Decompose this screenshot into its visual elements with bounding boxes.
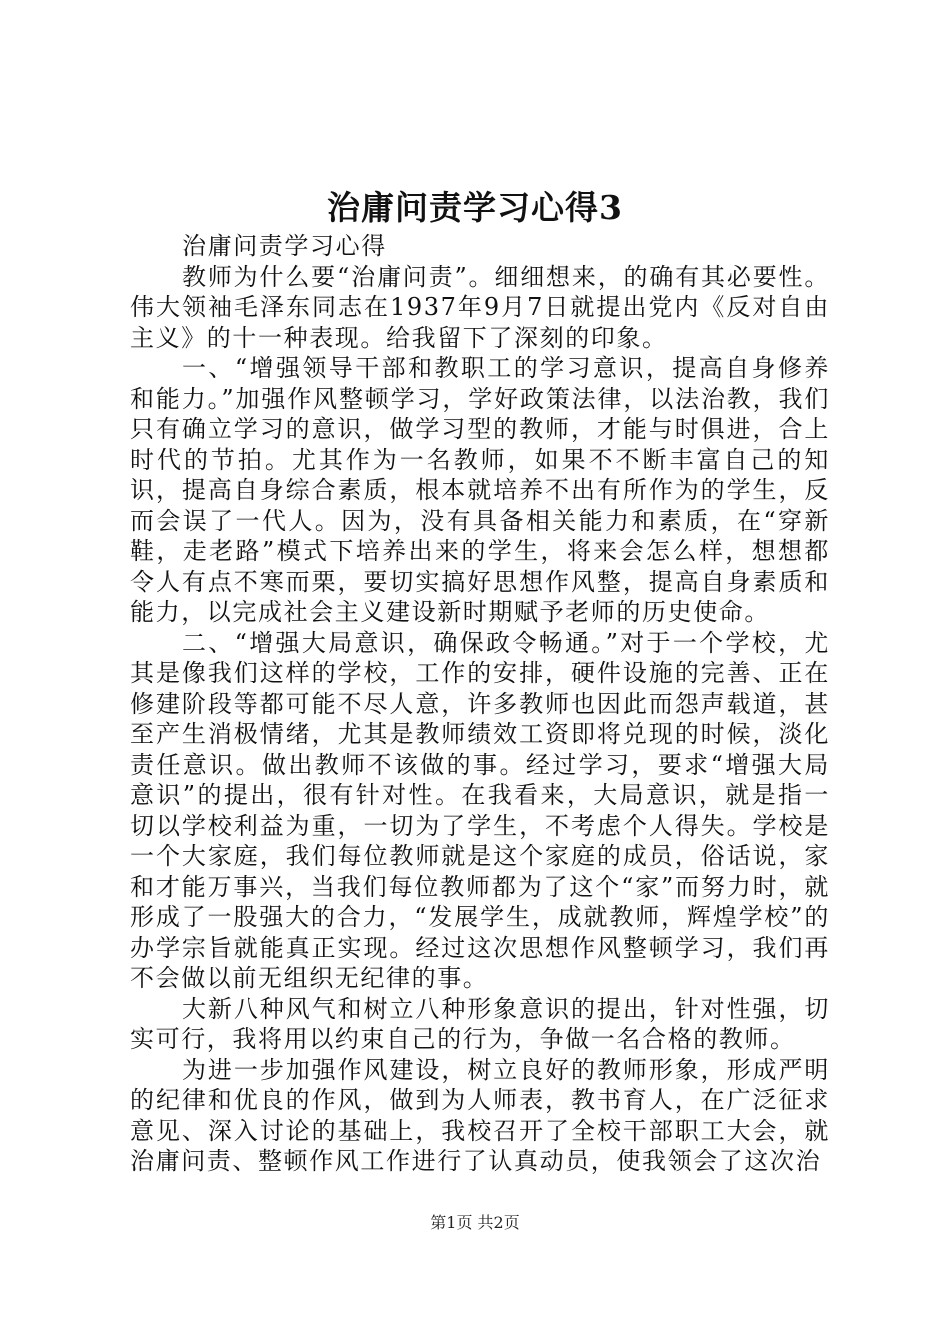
document-subtitle: 治庸问责学习心得	[182, 232, 387, 260]
document-title: 治庸问责学习心得3	[327, 188, 623, 227]
paragraph-1: 教师为什么要“治庸问责”。细细想来，的确有其必要性。伟大领袖毛泽东同志在1937年9月7日就提出党内《反对自由主义》的十一种表现。给我留下了深刻的印象。	[130, 262, 830, 352]
paragraph-4: 大新八种风气和树立八种形象意识的提出，针对性强，切实可行，我将用以约束自己的行为，争做一名合格的教师。	[130, 994, 830, 1053]
paragraph-5: 为进一步加强作风建设，树立良好的教师形象，形成严明的纪律和优良的作风，做到为人师表，教书育人，在广泛征求意见、深入讨论的基础上，我校召开了全校干部职工大会，就治庸问责、整顿作风工作进行了认真动员，使我领会了这次治	[130, 1055, 830, 1175]
paragraph-2: 一、“增强领导干部和教职工的学习意识，提高自身修养和能力。”加强作风整顿学习，学好政策法律，以法治教，我们只有确立学习的意识，做学习型的教师，才能与时俱进，合上时代的节拍。尤其作为一名教师，如果不不断丰富自己的知识，提高自身综合素质，根本就培养不出有所作为的学生，反而会误了一代人。因为，没有具备相关能力和素质，在“穿新鞋，走老路”模式下培养出来的学生，将来会怎么样，想想都令人有点不寒而栗，要切实搞好思想作风整，提高自身素质和能力，以完成社会主义建设新时期赋予老师的历史使命。	[130, 354, 830, 626]
paragraph-3: 二、“增强大局意识，确保政令畅通。”对于一个学校，尤其是像我们这样的学校，工作的安排，硬件设施的完善、正在修建阶段等都可能不尽人意，许多教师也因此而怨声载道，甚至产生消极情绪，尤其是教师绩效工资即将兑现的时候，淡化责任意识。做出教师不该做的事。经过学习，要求“增强大局意识”的提出，很有针对性。在我看来，大局意识，就是指一切以学校利益为重，一切为了学生，不考虑个人得失。学校是一个大家庭，我们每位教师就是这个家庭的成员，俗话说，家和才能万事兴，当我们每位教师都为了这个“家”而努力时，就形成了一股强大的合力，“发展学生，成就教师，辉煌学校”的办学宗旨就能真正实现。经过这次思想作风整顿学习，我们再不会做以前无组织无纪律的事。	[130, 628, 830, 992]
page-footer: 第1页 共2页	[430, 1213, 520, 1232]
document-body	[130, 231, 830, 1177]
